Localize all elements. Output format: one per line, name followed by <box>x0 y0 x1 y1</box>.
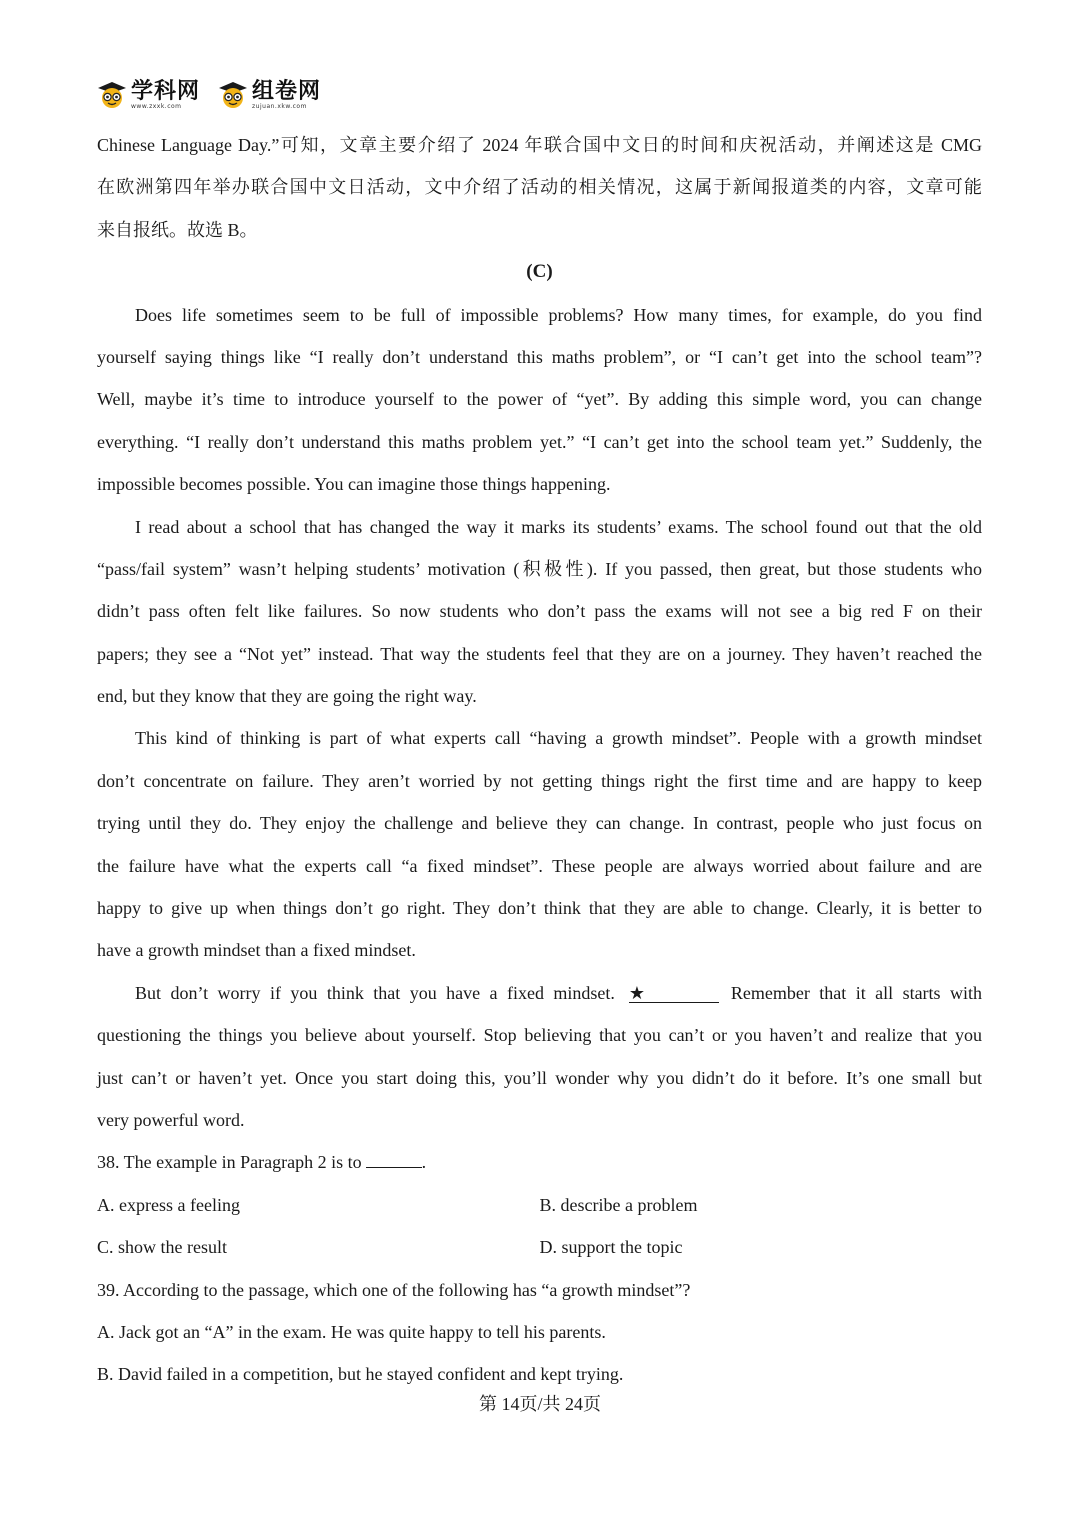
paragraph-line: I read about a school that has changed the way it marks its students’ exams. The school found out that the old <box>135 516 982 537</box>
question-text-end: . <box>421 1152 427 1173</box>
page-number: 第 14页/共 24页 <box>478 1394 601 1414</box>
paragraph-line: very powerful word. <box>97 1109 245 1130</box>
paragraph-line: don’t concentrate on failure. They aren’t worried by not getting things right the first time and are happy to keep <box>97 770 982 791</box>
option-row <box>97 1226 982 1268</box>
option-a: A. Jack got an “A” in the exam. He was quite happy to tell his parents. <box>97 1321 606 1342</box>
question-stem: 39. According to the passage, which one of the following has “a growth mindset”? <box>97 1279 691 1300</box>
paragraph-line: Well, maybe it’s time to introduce yourself to the power of “yet”. By adding this simple word, you can change <box>97 389 982 410</box>
paragraph-text: Remember that it all starts with <box>730 982 982 1003</box>
logo-url: www.zxxk.com <box>131 102 182 110</box>
paragraph-2 <box>97 506 982 718</box>
question-39 <box>97 1269 982 1396</box>
answer-blank <box>366 1167 422 1168</box>
question-38 <box>97 1141 982 1268</box>
paragraph-3 <box>97 717 982 971</box>
logo-url: zujuan.xkw.com <box>252 102 307 110</box>
logo-name: 组卷网 <box>252 78 322 104</box>
option-a: A. express a feeling <box>97 1194 240 1215</box>
paragraph-1 <box>97 294 982 506</box>
logo-name: 学科网 <box>131 78 201 104</box>
page-content <box>97 124 982 1396</box>
paragraph-line: have a growth mindset than a fixed mindset. <box>97 940 416 961</box>
paragraph-line: didn’t pass often felt like failures. So now students who don’t pass the exams will not see a big red F on their <box>97 601 982 622</box>
paragraph-line: papers; they see a “Not yet” instead. That way the students feel that they are on a journey. They haven’t reached the <box>97 643 982 664</box>
paragraph-line: yourself saying things like “I really don’t understand this maths problem”, or “I can’t get into the school team”? <box>97 346 982 367</box>
paragraph-line: trying until they do. They enjoy the challenge and believe they can change. In contrast, people who just focus on <box>97 813 982 834</box>
owl-mascot-icon <box>97 80 127 110</box>
xuekewang-logo <box>97 80 200 110</box>
owl-mascot-icon <box>218 80 248 110</box>
header-logos <box>97 80 321 110</box>
paragraph-line: Does life sometimes seem to be full of impossible problems? How many times, for example, do you find <box>135 304 982 325</box>
paragraph-line <box>97 972 982 1014</box>
zujuanwang-logo <box>218 80 321 110</box>
paragraph-4 <box>97 972 982 1142</box>
option-b: B. describe a problem <box>539 1194 698 1215</box>
paragraph-line: impossible becomes possible. You can imagine those things happening. <box>97 474 611 495</box>
question-stem <box>97 1141 982 1183</box>
paragraph-line: end, but they know that they are going the right way. <box>97 686 477 707</box>
paragraph-line: “pass/fail system” wasn’t helping students’ motivation (积极性). If you passed, then great, but those students who <box>97 558 982 579</box>
question-text: 38. The example in Paragraph 2 is to <box>97 1152 362 1173</box>
paragraph-text: But don’t worry if you think that you have a fixed mindset. <box>135 982 615 1003</box>
paragraph-line: the failure have what the experts call “a fixed mindset”. These people are always worried about failure and are <box>97 855 982 876</box>
explanation-line: Chinese Language Day.”可知，文章主要介绍了 2024 年联合国中文日的时间和庆祝活动，并阐述这是 CMG <box>97 135 982 155</box>
paragraph-line: just can’t or haven’t yet. Once you start doing this, you’ll wonder why you didn’t do it before. It’s one small but <box>97 1067 982 1088</box>
option-row <box>97 1184 982 1226</box>
paragraph-line: happy to give up when things don’t go right. They don’t think that they are able to change. Clearly, it is better to <box>97 898 982 919</box>
paragraph-line: questioning the things you believe about yourself. Stop believing that you can’t or you haven’t and realize that you <box>97 1025 982 1046</box>
explanation-line: 在欧洲第四年举办联合国中文日活动，文中介绍了活动的相关情况，这属于新闻报道类的内容，文章可能 <box>97 177 982 198</box>
option-d: D. support the topic <box>539 1237 683 1258</box>
star-blank: ★ <box>629 984 719 1003</box>
explanation-line: 来自报纸。故选 B。 <box>97 219 258 240</box>
answer-explanation <box>97 124 982 251</box>
option-b: B. David failed in a competition, but he stayed confident and kept trying. <box>97 1364 624 1385</box>
paragraph-line: everything. “I really don’t understand this maths problem yet.” “I can’t get into the school team yet.” Suddenly, the <box>97 431 982 452</box>
option-c: C. show the result <box>97 1237 227 1258</box>
section-title: (C) <box>526 261 553 283</box>
paragraph-line: This kind of thinking is part of what experts call “having a growth mindset”. People with a growth mindset <box>135 728 982 749</box>
